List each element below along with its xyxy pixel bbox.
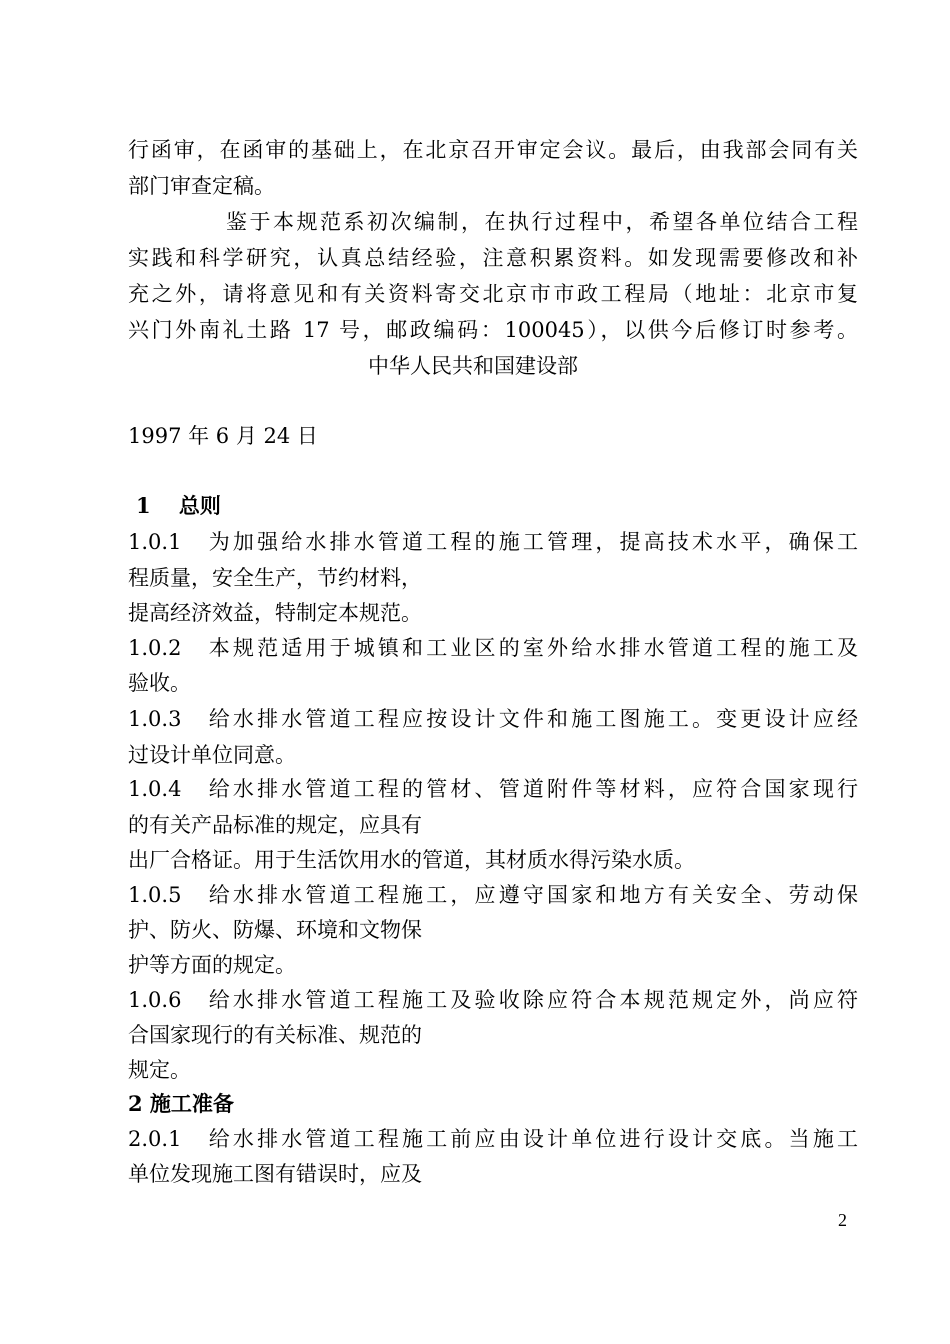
- text-line: 1.0.6 给水排水管道工程施工及验收除应符合本规范规定外，尚应符: [128, 988, 858, 1012]
- text-line: 部门审查定稿。: [128, 174, 275, 198]
- text-line: 出厂合格证。用于生活饮用水的管道，其材质水得污染水质。: [128, 848, 695, 872]
- text-line: 过设计单位同意。: [128, 743, 296, 767]
- text-line: 充之外，请将意见和有关资料寄交北京市市政工程局（地址：北京市复: [128, 282, 858, 306]
- text-line: 的有关产品标准的规定，应具有: [128, 813, 422, 837]
- text-line: 护、防火、防爆、环境和文物保: [128, 918, 422, 942]
- text-line: 单位发现施工图有错误时，应及: [128, 1162, 422, 1186]
- date-line: 1997 年 6 月 24 日: [128, 424, 318, 448]
- section-heading: 2 施工准备: [128, 1091, 234, 1116]
- text-line: 提高经济效益，特制定本规范。: [128, 601, 422, 625]
- page-number: 2: [838, 1210, 847, 1230]
- text-line: 鉴于本规范系初次编制，在执行过程中，希望各单位结合工程: [226, 210, 858, 234]
- text-line: 兴门外南礼土路 17 号，邮政编码：100045），以供今后修订时参考。: [128, 318, 858, 342]
- text-line: 2.0.1 给水排水管道工程施工前应由设计单位进行设计交底。当施工: [128, 1127, 858, 1151]
- text-line: 1.0.4 给水排水管道工程的管材、管道附件等材料，应符合国家现行: [128, 777, 858, 801]
- text-line: 1.0.2 本规范适用于城镇和工业区的室外给水排水管道工程的施工及: [128, 636, 858, 660]
- text-line: 实践和科学研究，认真总结经验，注意积累资料。如发现需要修改和补: [128, 246, 858, 270]
- text-line: 程质量，安全生产，节约材料，: [128, 566, 422, 590]
- text-line: 合国家现行的有关标准、规范的: [128, 1023, 422, 1047]
- section-heading: 1 总则: [136, 493, 221, 518]
- text-line: 行函审，在函审的基础上，在北京召开审定会议。最后，由我部会同有关: [128, 138, 858, 162]
- text-line: 规定。: [128, 1058, 191, 1082]
- text-line: 护等方面的规定。: [128, 953, 296, 977]
- text-line: 1.0.1 为加强给水排水管道工程的施工管理，提高技术水平，确保工: [128, 530, 858, 554]
- text-line: 验收。: [128, 671, 191, 695]
- text-line: 1.0.3 给水排水管道工程应按设计文件和施工图施工。变更设计应经: [128, 707, 858, 731]
- signature-line: 中华人民共和国建设部: [368, 354, 578, 378]
- text-line: 1.0.5 给水排水管道工程施工，应遵守国家和地方有关安全、劳动保: [128, 883, 858, 907]
